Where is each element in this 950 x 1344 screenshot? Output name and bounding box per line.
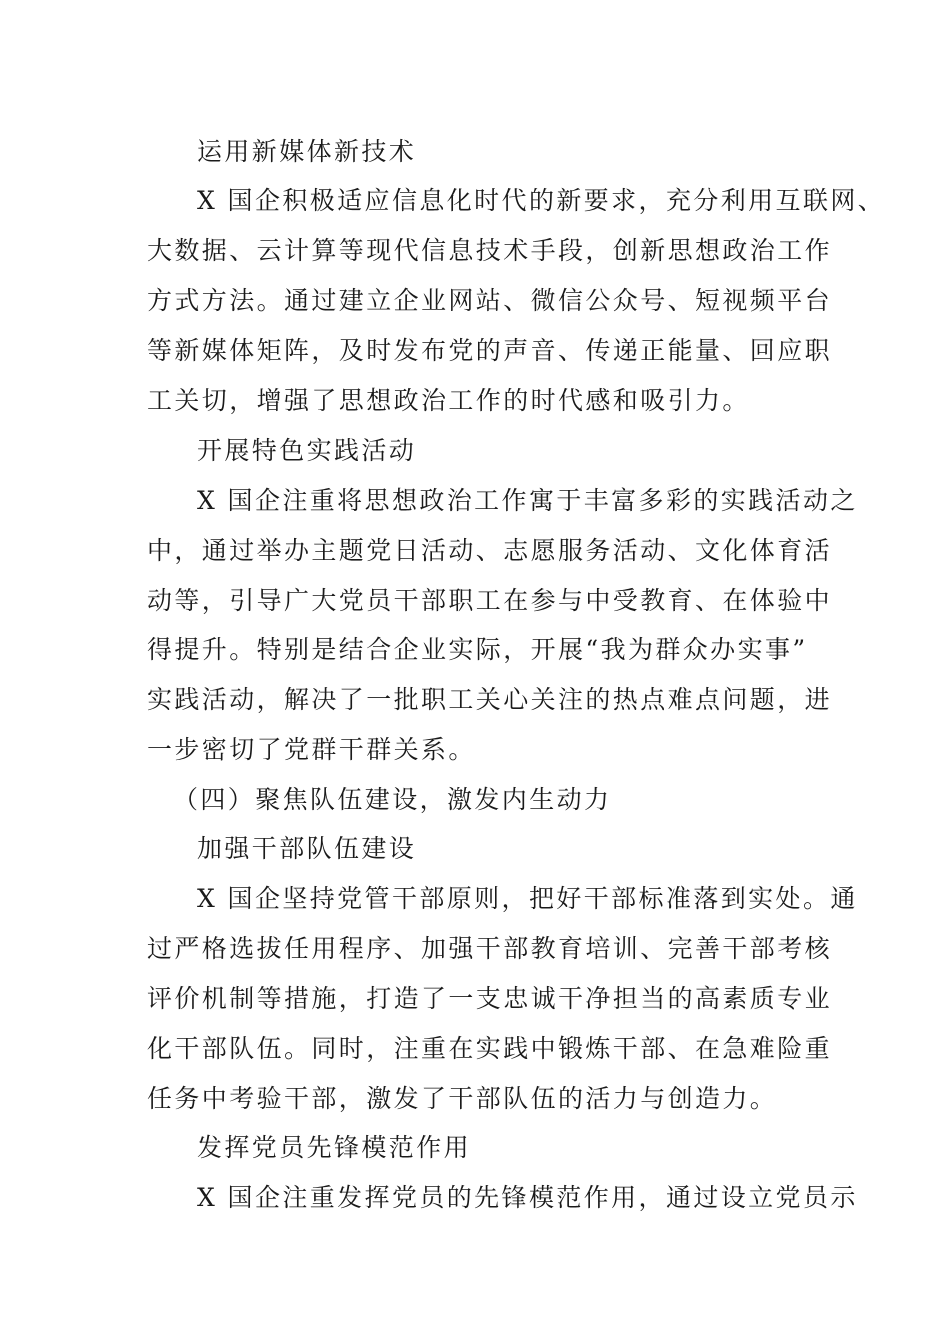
paragraph-line: 动等，引导广大党员干部职工在参与中受教育、在体验中 — [147, 586, 833, 615]
paragraph-line: 工关切，增强了思想政治工作的时代感和吸引力。 — [147, 386, 750, 415]
subheading-practice-activities: 开展特色实践活动 — [197, 436, 417, 465]
subheading-party-member-role: 发挥党员先锋模范作用 — [197, 1133, 472, 1162]
paragraph-line: 得提升。特别是结合企业实际，开展“我为群众办实事” — [147, 635, 808, 664]
paragraph-line: 一步密切了党群干群关系。 — [147, 735, 476, 764]
subheading-new-media: 运用新媒体新技术 — [197, 137, 417, 166]
paragraph-line: 任务中考验干部，激发了干部队伍的活力与创造力。 — [147, 1084, 778, 1113]
paragraph-line: 化干部队伍。同时，注重在实践中锻炼干部、在急难险重 — [147, 1034, 833, 1063]
paragraph-line: 实践活动，解决了一批职工关心关注的热点难点问题，进 — [147, 685, 833, 714]
paragraph-line: 大数据、云计算等现代信息技术手段，创新思想政治工作 — [147, 236, 833, 265]
paragraph-line: X 国企注重发挥党员的先锋模范作用，通过设立党员示 — [197, 1183, 858, 1212]
paragraph-line: 等新媒体矩阵，及时发布党的声音、传递正能量、回应职 — [147, 336, 833, 365]
subheading-cadre-team: 加强干部队伍建设 — [197, 834, 417, 863]
paragraph-line: 方式方法。通过建立企业网站、微信公众号、短视频平台 — [147, 286, 833, 315]
paragraph-line: 评价机制等措施，打造了一支忠诚干净担当的高素质专业 — [147, 984, 833, 1013]
section-heading-four: （四）聚焦队伍建设，激发内生动力 — [173, 785, 612, 814]
paragraph-line: X 国企积极适应信息化时代的新要求，充分利用互联网、 — [197, 186, 886, 215]
paragraph-line: 中，通过举办主题党日活动、志愿服务活动、文化体育活 — [147, 536, 833, 565]
paragraph-line: X 国企注重将思想政治工作寓于丰富多彩的实践活动之 — [197, 486, 858, 515]
paragraph-line: X 国企坚持党管干部原则，把好干部标准落到实处。通 — [197, 884, 858, 913]
paragraph-line: 过严格选拔任用程序、加强干部教育培训、完善干部考核 — [147, 934, 833, 963]
